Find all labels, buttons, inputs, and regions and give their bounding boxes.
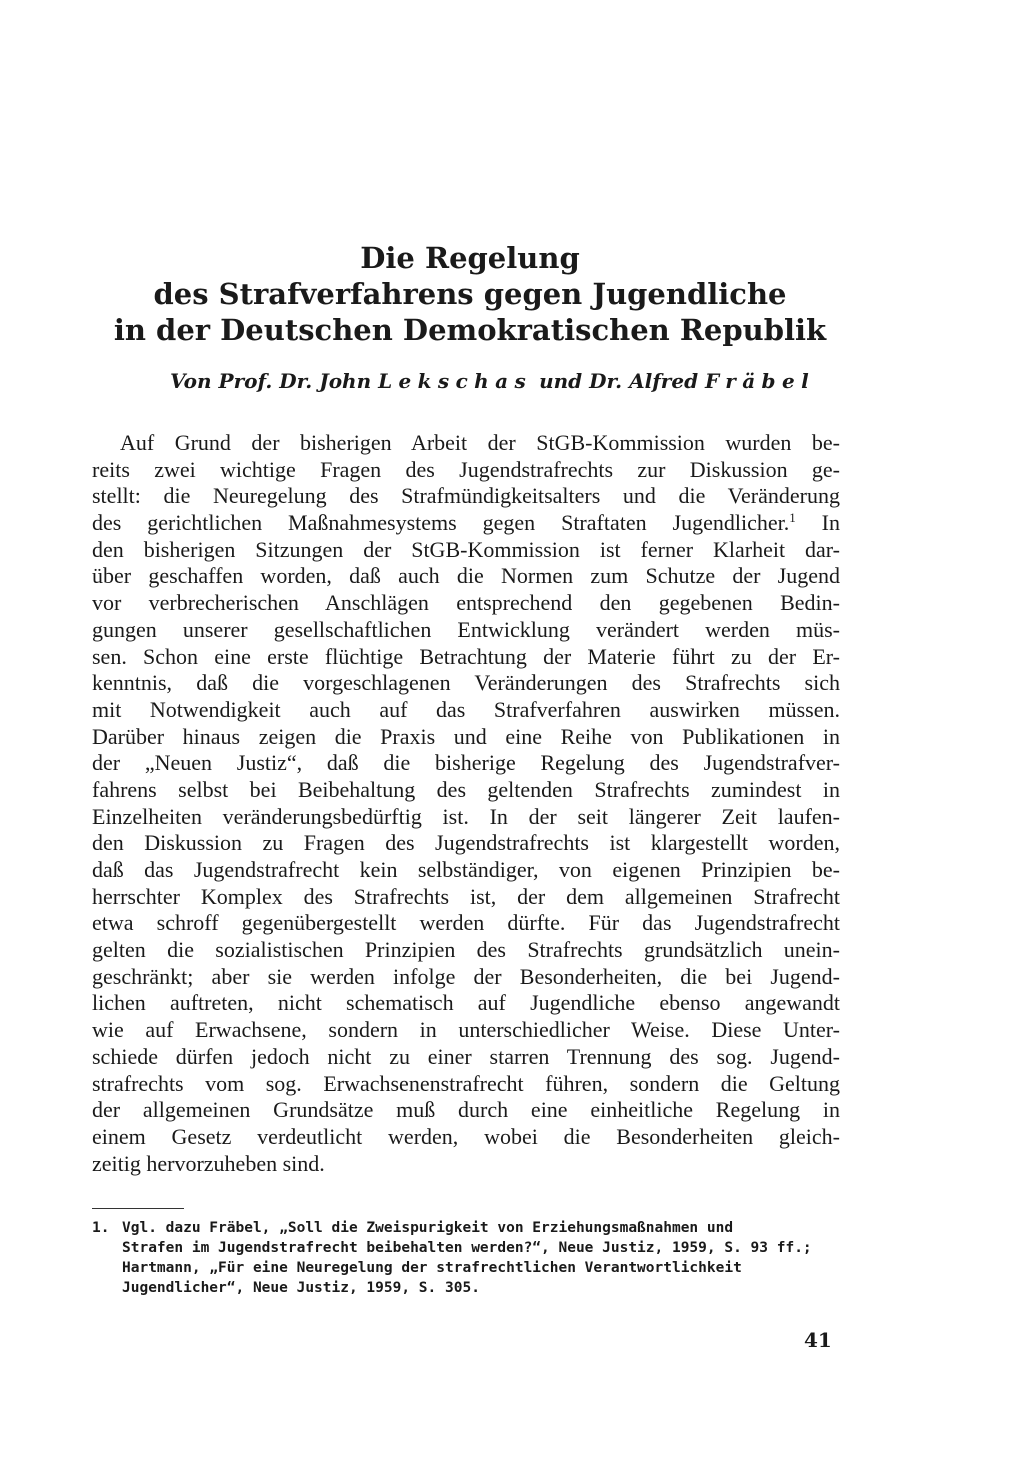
body-line: mit Notwendigkeit auch auf das Strafverfahren auswirken müssen.	[92, 696, 840, 722]
footnote-line	[92, 1218, 840, 1238]
body-line: einem Gesetz verdeutlicht werden, wobei die Besonderheiten gleich-	[92, 1123, 840, 1149]
page-number: 41	[804, 1328, 832, 1352]
title-line-2: des Strafverfahrens gegen Jugendliche	[153, 277, 787, 311]
body-line: vor verbrecherischen Anschlägen entsprechend den gegebenen Bedin-	[92, 590, 840, 616]
body-line: zeitig hervorzuheben sind.	[92, 1150, 325, 1176]
body-line: lichen auftreten, nicht schematisch auf Jugendliche ebenso angewandt	[92, 990, 840, 1016]
footnote-divider	[92, 1208, 184, 1209]
footnote-line: Hartmann, „Für eine Neuregelung der strafrechtlichen Verantwortlichkeit	[122, 1260, 742, 1276]
body-line: gelten die sozialistischen Prinzipien des Strafrechts grundsätzlich unein-	[92, 937, 840, 963]
footnote-line: Jugendlicher“, Neue Justiz, 1959, S. 305.	[122, 1280, 480, 1296]
body-line: fahrens selbst bei Beibehaltung des geltenden Strafrechts zumindest in	[92, 776, 840, 802]
body-line: der allgemeinen Grundsätze muß durch eine einheitliche Regelung in	[92, 1097, 840, 1123]
body-line-text: des gerichtlichen Maßnahmesystems gegen Straftaten Jugendlicher.	[92, 510, 790, 536]
footnote-line: Strafen im Jugendstrafrecht beibehalten werden?“, Neue Justiz, 1959, S. 93 ff.;	[122, 1240, 812, 1256]
body-line: daß das Jugendstrafrecht kein selbständiger, von eigenen Prinzipien be-	[92, 857, 840, 882]
body-paragraph	[92, 430, 840, 1177]
body-line: sen. Schon eine erste flüchtige Betrachtung der Materie führt zu der Er-	[92, 643, 840, 669]
body-line: den bisherigen Sitzungen der StGB-Kommission ist ferner Klarheit dar-	[92, 536, 840, 562]
body-line: schiede dürfen jedoch nicht zu einer starren Trennung des sog. Jugend-	[92, 1043, 840, 1069]
body-line: über geschaffen worden, daß auch die Normen zum Schutze der Jugend	[92, 563, 840, 589]
body-line: gungen unserer gesellschaftlichen Entwicklung verändert werden müs-	[92, 616, 840, 642]
body-line: strafrechts vom sog. Erwachsenenstrafrecht führen, sondern die Geltung	[92, 1070, 840, 1096]
body-line: Auf Grund der bisherigen Arbeit der StGB-Kommission wurden be-	[120, 430, 840, 455]
body-line-with-footnote-ref	[92, 510, 840, 537]
footnote-number: 1.	[92, 1220, 110, 1236]
body-line: der „Neuen Justiz“, daß die bisherige Regelung des Jugendstrafver-	[92, 750, 840, 776]
body-line: wie auf Erwachsene, sondern in unterschiedlicher Weise. Diese Unter-	[92, 1017, 840, 1043]
body-line: herrschter Komplex des Strafrechts ist, der dem allgemeinen Strafrecht	[92, 883, 840, 909]
body-line: stellt: die Neuregelung des Strafmündigkeitsalters und die Veränderung	[92, 483, 840, 509]
body-line-tail: In	[795, 510, 840, 536]
author-2: Fräbel	[705, 369, 816, 393]
byline	[170, 367, 870, 395]
body-line: Darüber hinaus zeigen die Praxis und eine Reihe von Publikationen in	[92, 723, 840, 749]
footnote	[92, 1218, 840, 1298]
body-line: geschränkt; aber sie werden infolge der Besonderheiten, die bei Jugend-	[92, 963, 840, 989]
title-line-3: in der Deutschen Demokratischen Republik	[113, 313, 827, 347]
title-line-1: Die Regelung	[360, 241, 580, 275]
body-line: kenntnis, daß die vorgeschlagenen Veränderungen des Strafrechts sich	[92, 670, 840, 696]
byline-prefix: Von Prof. Dr. John	[170, 369, 379, 393]
author-1: Lekschas	[378, 369, 533, 393]
footnote-ref[interactable]: 1	[789, 510, 796, 526]
body-line: Einzelheiten veränderungsbedürftig ist. In der seit längerer Zeit laufen-	[92, 803, 840, 829]
body-line: den Diskussion zu Fragen des Jugendstrafrechts ist klargestellt worden,	[92, 830, 840, 856]
byline-middle: und Dr. Alfred	[532, 369, 706, 393]
footnote-text: Vgl. dazu Fräbel, „Soll die Zweispurigkeit von Erziehungsmaßnahmen und	[122, 1220, 734, 1236]
body-line: reits zwei wichtige Fragen des Jugendstrafrechts zur Diskussion ge-	[92, 456, 840, 482]
body-line: etwa schroff gegenübergestellt werden dürfte. Für das Jugendstrafrecht	[92, 910, 840, 936]
article-title	[0, 240, 940, 348]
